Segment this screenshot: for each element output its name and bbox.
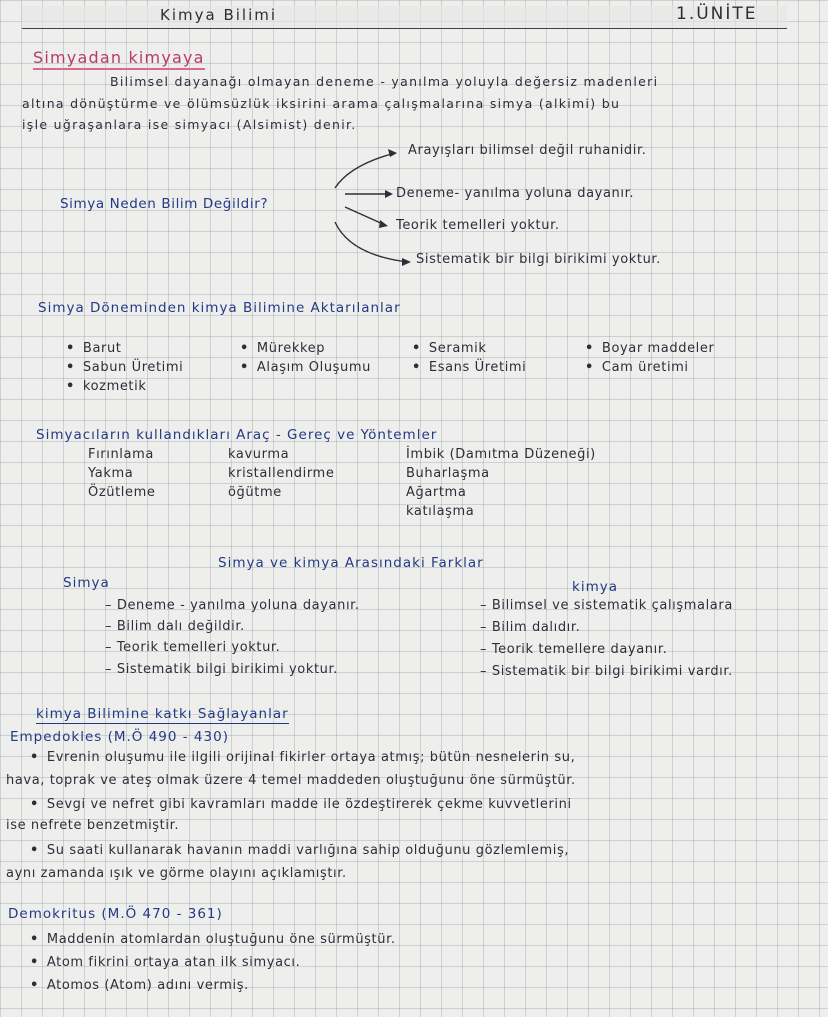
simya-item: – Deneme - yanılma yoluna dayanır. [105,598,360,613]
section-title-tools: Simyacıların kullandıkları Araç - Gereç ve Yöntemler [36,427,438,443]
kimya-item: – Bilim dalıdır. [480,620,581,635]
simya-item: – Bilim dalı değildir. [105,619,245,634]
list-item: Yakma [88,466,134,481]
tools-col-2 [228,447,334,504]
list-item: İmbik (Damıtma Düzeneği) [406,447,596,462]
section-title-differences: Simya ve kimya Arasındaki Farklar [218,555,484,571]
demokritus-name: Demokritus (M.Ö 470 - 361) [8,906,223,922]
list-item: Özütleme [88,485,156,500]
list-item: kristallendirme [228,466,335,481]
list-item: Buharlaşma [406,466,490,481]
intro-line: altına dönüştürme ve ölümsüzlük iksirini arama çalışmalarına simya (alkimi) bu [22,96,621,111]
kimya-item: – Teorik temellere dayanır. [480,642,668,657]
section-title-simyadan-kimyaya: Simyadan kimyaya [33,48,205,70]
simya-label: Simya [63,575,110,591]
reason-item: Deneme- yanılma yoluna dayanır. [396,186,635,201]
list-item: • kozmetik [66,379,183,394]
demokritus-line: • Maddenin atomlardan oluştuğunu öne sürmüştür. [30,932,396,947]
simya-item: – Teorik temelleri yoktur. [105,640,281,655]
demokritus-line: • Atomos (Atom) adını vermiş. [30,978,249,993]
empedokles-line: ise nefrete benzetmiştir. [6,818,180,833]
empedokles-name: Empedokles (M.Ö 490 - 430) [10,729,229,745]
list-item: • Mürekkep [240,341,371,356]
transferred-col-1 [66,341,183,398]
empedokles-line: • Su saati kullanarak havanın maddi varlığına sahip olduğunu gözlemlemiş, [30,843,569,858]
reason-item: Arayışları bilimsel değil ruhanidir. [408,143,647,158]
empedokles-line: hava, toprak ve ateş olmak üzere 4 temel maddeden oluştuğunu öne sürmüştür. [6,773,576,788]
kimya-item: – Bilimsel ve sistematik çalışmalara [480,598,733,613]
unit-label: 1.ÜNİTE [676,4,758,24]
empedokles-line: • Sevgi ve nefret gibi kavramları madde ile özdeştirerek çekme kuvvetlerini [30,797,572,812]
reason-item: Teorik temelleri yoktur. [396,218,560,233]
kimya-label: kimya [572,579,618,595]
tools-col-3 [406,447,596,523]
list-item: • Seramik [412,341,526,356]
intro-line: Bilimsel dayanağı olmayan deneme - yanılma yoluyla değersiz madenleri [110,74,659,89]
list-item: öğütme [228,485,282,500]
list-item: • Barut [66,341,183,356]
transferred-col-3 [412,341,526,379]
list-item: kavurma [228,447,290,462]
intro-line: işle uğraşanlara ise simyacı (Alsimist) denir. [22,117,357,132]
kimya-item: – Sistematik bir bilgi birikimi vardır. [480,664,733,679]
list-item: • Boyar maddeler [585,341,714,356]
list-item: • Sabun Üretimi [66,360,183,375]
tools-col-1 [88,447,155,504]
simya-item: – Sistematik bilgi birikimi yoktur. [105,662,339,677]
section-title-contributors: kimya Bilimine katkı Sağlayanlar [36,706,289,722]
list-item: • Alaşım Oluşumu [240,360,371,375]
reason-item: Sistematik bir bilgi birikimi yoktur. [416,252,661,267]
list-item: Ağartma [406,485,467,500]
empedokles-line: • Evrenin oluşumu ile ilgili orijinal fikirler ortaya atmış; bütün nesnelerin su, [30,750,575,765]
section-title-transferred: Simya Döneminden kimya Bilimine Aktarılanlar [38,300,401,316]
transferred-col-2 [240,341,371,379]
list-item: Fırınlama [88,447,154,462]
list-item: • Esans Üretimi [412,360,526,375]
list-item: • Cam üretimi [585,360,714,375]
page-title: Kimya Bilimi [160,6,278,24]
why-question: Simya Neden Bilim Değildir? [60,196,269,212]
empedokles-line: aynı zamanda ışık ve görme olayını açıklamıştır. [6,866,347,881]
list-item: katılaşma [406,504,475,519]
transferred-col-4 [585,341,714,379]
demokritus-line: • Atom fikrini ortaya atan ilk simyacı. [30,955,300,970]
